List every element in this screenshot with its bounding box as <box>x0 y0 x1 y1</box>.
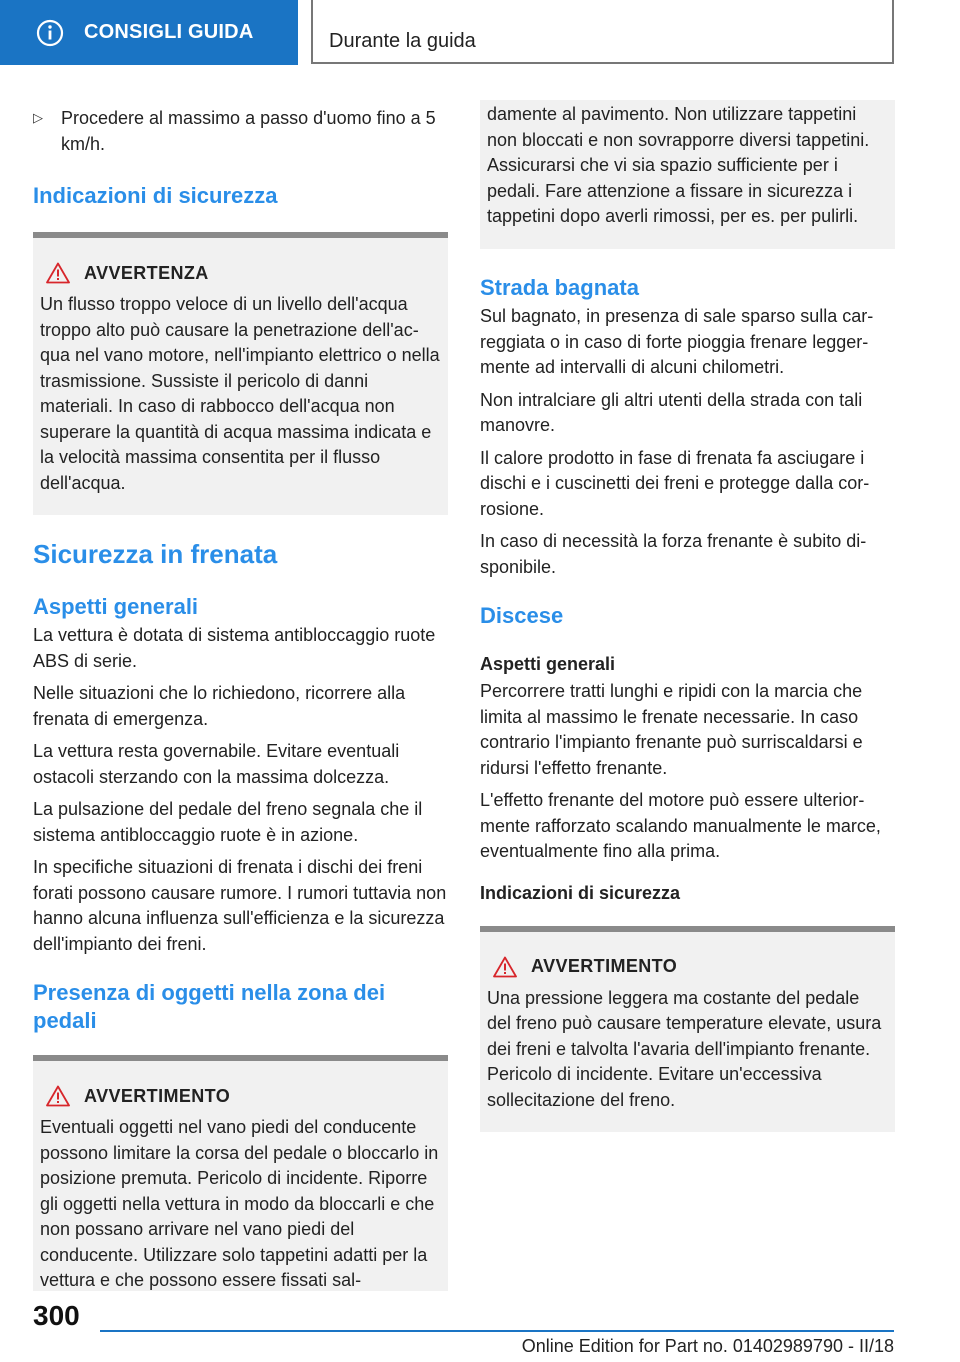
page-number: 300 <box>33 1300 80 1331</box>
wet-road-heading: Strada bagnata <box>480 275 639 300</box>
warning-text: Eventuali oggetti nel vano piedi del conducente possono limitare la corsa del pedale o bloccarlo in posizione premuta. Pericolo di incidente. Riporre gli oggetti nella vettura in modo da bloccarli e che non possano arrivare nel vano piedi del conducente. Utilizzare solo tappetini adatti per la vettura e che possono essere fissati sal- <box>40 1117 439 1290</box>
paragraph: In specifiche situazioni di frenata i dischi dei freni forati possono causare rumore. I rumori tuttavia non hanno alcuna influenza sull'efficienza e la sicurezza dell'impianto dei freni. <box>33 857 447 954</box>
bullet-item <box>33 106 448 157</box>
descent-heading: Discese <box>480 603 564 628</box>
right-column <box>480 100 895 1132</box>
paragraph: Nelle situazioni che lo richiedono, ricorrere alla frenata di emergenza. <box>33 683 406 729</box>
section-tab-label: CONSIGLI GUIDA <box>84 21 254 43</box>
bullet-text: Procedere al massimo a passo d'uomo fino a 5 km/h. <box>61 108 436 154</box>
paragraph: In caso di necessità la forza frenante è subito disponibile. <box>480 531 867 577</box>
left-column <box>33 100 448 1291</box>
warning-text: Una pressione leggera ma costante del pedale del freno può causare temperature elevate, usura dei freni e talvolta l'avaria dell'impianto frenante. Pericolo di incidente. Evitare un'eccessiva sollecitazione del freno. <box>487 987 882 1110</box>
footer-divider <box>100 1330 894 1332</box>
info-icon <box>36 19 64 47</box>
paragraph: L'effetto frenante del motore può essere ulteriormente rafforzato scalando manualmente le marce, eventualmente fino alla prima. <box>480 790 881 861</box>
warning-box-brakes <box>480 926 895 1132</box>
chapter-title: Durante la guida <box>329 30 476 52</box>
paragraph: Percorrere tratti lunghi e ripidi con la marcia che limita al massimo le frenate necessarie. In caso contrario l'impianto frenante può surriscaldarsi e ridursi l'effetto frenante. <box>480 681 863 778</box>
chapter-header <box>311 0 894 64</box>
general-heading: Aspetti generali <box>33 594 199 619</box>
warning-triangle-icon <box>493 956 517 978</box>
warning-title-text: AVVERTIMENTO <box>531 956 678 976</box>
warning-title-text: AVVERTIMENTO <box>84 1085 231 1106</box>
pedal-heading: Presenza di oggetti nella zona dei pedali <box>33 980 386 1033</box>
descent-general-heading: Aspetti generali <box>480 654 616 674</box>
paragraph: Il calore prodotto in fase di frenata fa asciugare i dischi e i cuscinetti dei freni e protegge dalla corrosione. <box>480 447 870 519</box>
warning-title <box>40 260 440 286</box>
warning-title <box>40 1083 440 1109</box>
warning-title <box>487 954 887 980</box>
warning-box-pedals <box>33 1055 448 1291</box>
section-tab <box>0 0 298 65</box>
safety-heading: Indicazioni di sicurezza <box>480 882 681 903</box>
warning-title-text: AVVERTENZA <box>84 262 209 283</box>
warning-box-continued <box>480 100 895 249</box>
safety-heading: Indicazioni di sicurezza <box>33 183 278 208</box>
bullet-triangle-icon: ▷ <box>33 110 43 125</box>
warning-box-water <box>33 232 448 515</box>
paragraph: La vettura è dotata di sistema antibloccaggio ruote ABS di serie. <box>33 625 436 671</box>
footer-edition: Online Edition for Part no. 01402989790 - II/18 <box>521 1336 894 1356</box>
braking-heading: Sicurezza in frenata <box>33 539 278 569</box>
warning-triangle-icon <box>46 262 70 284</box>
warning-text: Un flusso troppo veloce di un livello dell'acqua troppo alto può causare la penetrazione dell'acqua nel vano motore, nell'impianto elettrico o nella trasmissione. Sussiste il pericolo di danni materiali. In caso di rabbocco dell'acqua non superare la quantità di acqua massima indicata e la velocità massima consentita per il flusso dell'acqua. <box>40 294 440 493</box>
warning-text: damente al pavimento. Non utilizzare tappetini non bloccati e non sovrapporre diversi tappetini. Assicurarsi che vi sia spazio sufficiente per i pedali. Fare attenzione a fissare in sicurezza i tappetini dopo averli rimossi, per es. per pulirli. <box>487 104 870 226</box>
warning-triangle-icon <box>46 1085 70 1107</box>
paragraph: La vettura resta governabile. Evitare eventuali ostacoli sterzando con la massima dolcezza. <box>33 741 400 787</box>
paragraph: Sul bagnato, in presenza di sale sparso sulla carreggiata o in caso di forte pioggia frenare leggermente ad intervalli di alcuni chilometri. <box>480 306 874 377</box>
paragraph: Non intralciare gli altri utenti della strada con tali manovre. <box>480 389 863 435</box>
paragraph: La pulsazione del pedale del freno segnala che il sistema antibloccaggio ruote è in azione. <box>33 799 423 845</box>
